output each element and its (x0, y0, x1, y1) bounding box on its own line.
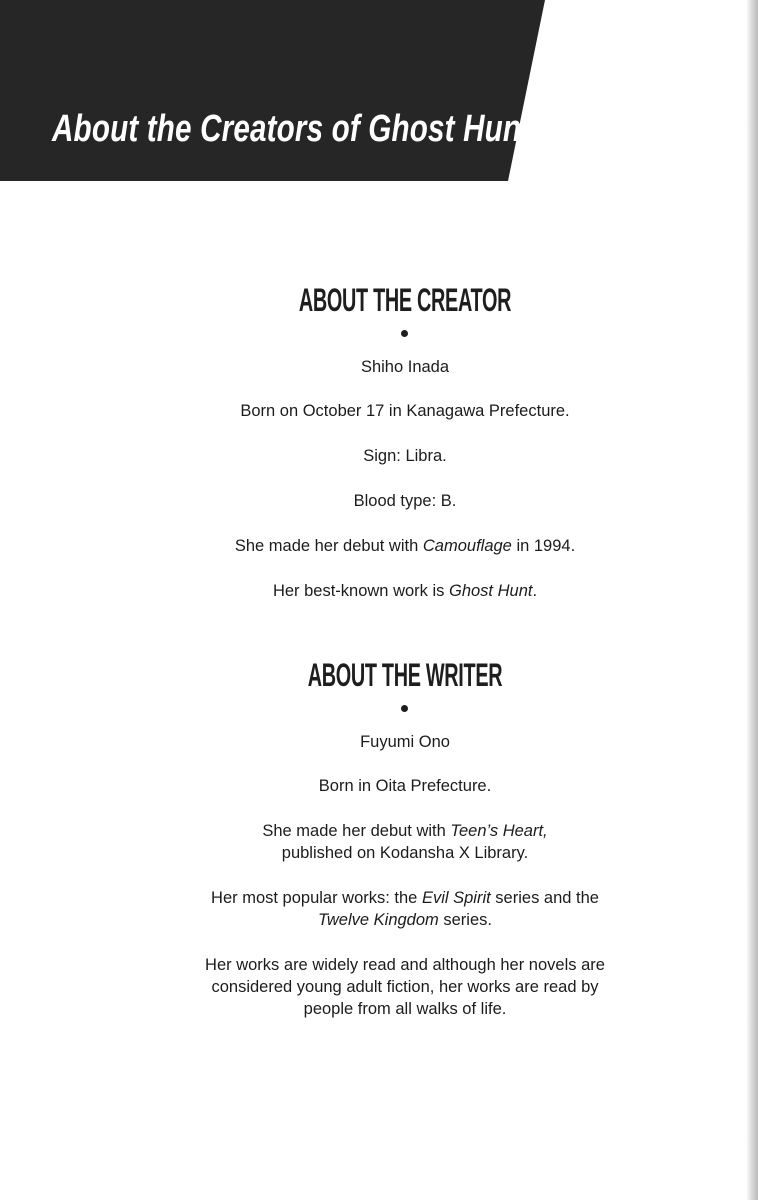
text-segment: Born on October 17 in Kanagawa Prefecture. (240, 402, 570, 420)
text-segment: Her best-known work is (272, 582, 449, 600)
text-segment: series and the (490, 889, 599, 907)
writer-birth (140, 775, 670, 797)
writer-readership-line-1 (140, 954, 670, 976)
italic-title-text: Ghost Hunt (449, 582, 533, 600)
italic-title-text: Twelve Kingdom (318, 911, 439, 929)
writer-debut-line-2 (140, 842, 670, 864)
italic-title-text: Evil Spirit (421, 889, 491, 907)
creator-blood-type (140, 490, 670, 512)
content-column (170, 0, 640, 1200)
text-segment: . (532, 582, 538, 600)
creator-bullet (401, 330, 408, 337)
text-segment: considered young adult fiction, her works are read by (211, 978, 599, 996)
text-segment: Blood type: B. (353, 492, 457, 510)
text-segment: Her most popular works: the (211, 889, 422, 907)
page-title: About the Creators of Ghost Hunt (52, 108, 532, 150)
writer-heading: ABOUT THE WRITER (307, 657, 503, 693)
creator-best-work (140, 580, 670, 602)
creator-name (140, 356, 670, 378)
text-segment: in 1994. (511, 537, 576, 555)
writer-works-line-2 (140, 909, 670, 931)
text-segment: series. (438, 911, 492, 929)
italic-title-text: Teen’s Heart, (450, 822, 548, 840)
writer-readership-line-3 (140, 998, 670, 1020)
writer-bullet (401, 705, 408, 712)
text-segment: Her works are widely read and although her novels are (205, 956, 605, 974)
writer-name (140, 731, 670, 753)
creator-birth (140, 400, 670, 422)
writer-readership-line-2 (140, 976, 670, 998)
italic-title-text: Camouflage (422, 537, 512, 555)
text-segment: She made her debut with (262, 822, 451, 840)
page-edge-shadow (746, 0, 758, 1200)
text-segment: published on Kodansha X Library. (281, 844, 529, 862)
creator-sign (140, 445, 670, 467)
writer-works-line-1 (140, 887, 670, 909)
text-segment: She made her debut with (234, 537, 423, 555)
text-segment: Fuyumi Ono (360, 733, 450, 751)
creator-debut (140, 535, 670, 557)
text-segment: people from all walks of life. (303, 1000, 507, 1018)
text-segment: Sign: Libra. (363, 447, 447, 465)
text-segment: Born in Oita Prefecture. (318, 777, 492, 795)
text-segment: Shiho Inada (360, 358, 450, 376)
creator-heading: ABOUT THE CREATOR (298, 282, 512, 318)
writer-debut-line-1 (140, 820, 670, 842)
